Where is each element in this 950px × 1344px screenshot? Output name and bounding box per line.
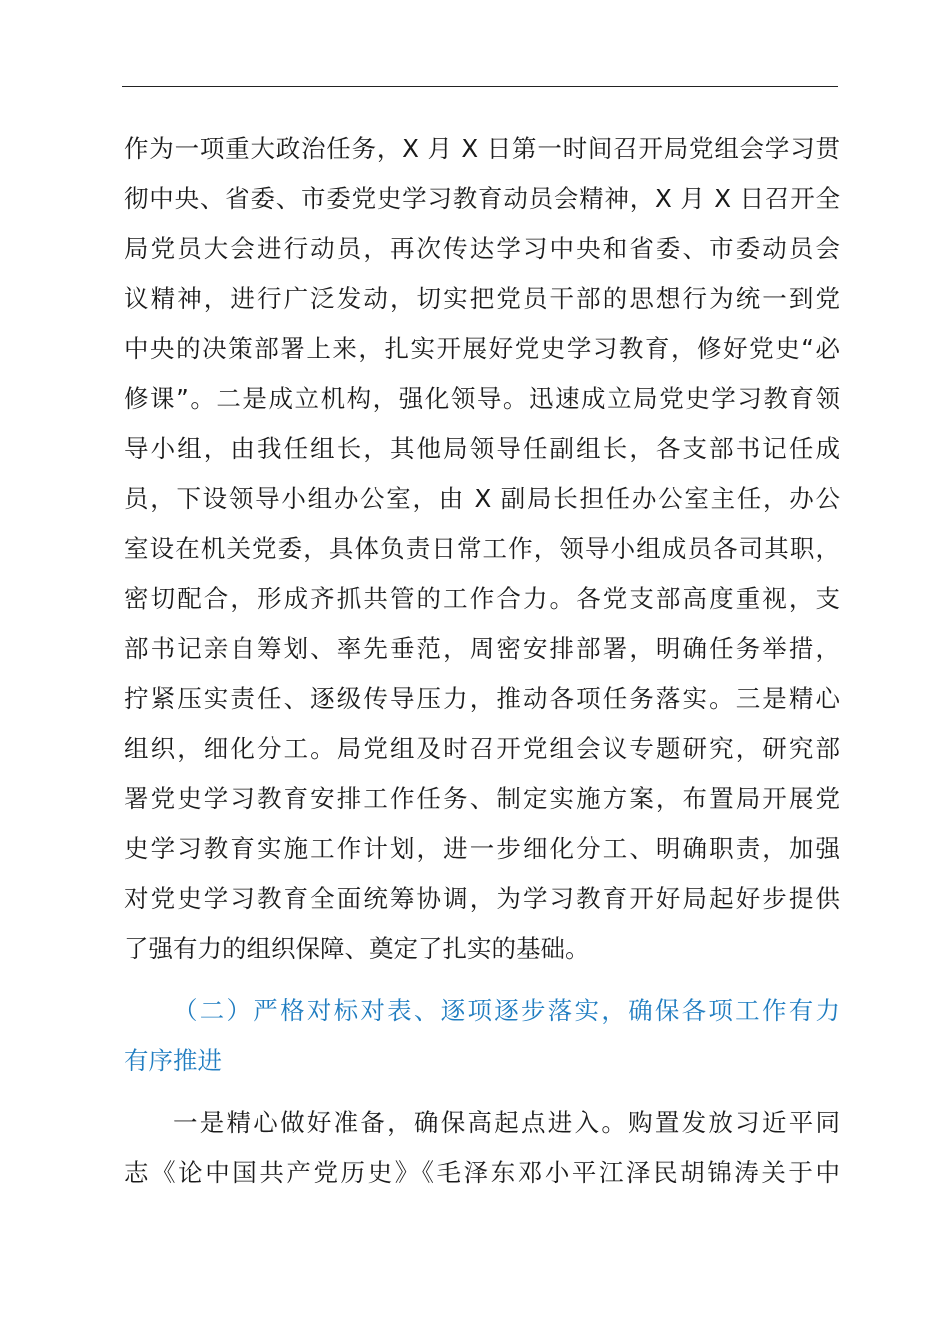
heading-line: 有序推进 xyxy=(124,1046,222,1075)
paragraph-line: 局党员大会进行动员，再次传达学习中央和省委、市委动员会 xyxy=(124,234,840,263)
document-body xyxy=(124,124,840,1198)
paragraph-line: 修课”。二是成立机构，强化领导。迅速成立局党史学习教育领 xyxy=(124,384,840,413)
paragraph-line: 史学习教育实施工作计划，进一步细化分工、明确职责，加强 xyxy=(124,834,840,863)
paragraph-line: 中央的决策部署上来，扎实开展好党史学习教育，修好党史“必 xyxy=(124,334,840,363)
paragraph-line: 署党史学习教育安排工作任务、制定实施方案，布置局开展党 xyxy=(124,784,840,813)
paragraph-line: 员，下设领导小组办公室，由 X 副局长担任办公室主任，办公 xyxy=(124,484,840,513)
paragraph-line: 了强有力的组织保障、奠定了扎实的基础。 xyxy=(124,934,590,963)
paragraph-line: 组织，细化分工。局党组及时召开党组会议专题研究，研究部 xyxy=(124,734,840,763)
paragraph-line: 彻中央、省委、市委党史学习教育动员会精神，X 月 X 日召开全 xyxy=(124,184,840,213)
paragraph-line: 志《论中国共产党历史》《毛泽东邓小平江泽民胡锦涛关于中 xyxy=(124,1158,840,1187)
paragraph-line: 拧紧压实责任、逐级传导压力，推动各项任务落实。三是精心 xyxy=(124,684,840,713)
heading-line: （二）严格对标对表、逐项逐步落实，确保各项工作有力 xyxy=(173,996,840,1025)
paragraph-1 xyxy=(124,124,840,974)
paragraph-line: 部书记亲自筹划、率先垂范，周密安排部署，明确任务举措， xyxy=(124,634,840,663)
header-rule xyxy=(122,86,838,87)
paragraph-line: 对党史学习教育全面统筹协调，为学习教育开好局起好步提供 xyxy=(124,884,840,913)
paragraph-line: 作为一项重大政治任务，X 月 X 日第一时间召开局党组会学习贯 xyxy=(124,134,840,163)
section-heading xyxy=(124,986,840,1086)
paragraph-line: 室设在机关党委，具体负责日常工作，领导小组成员各司其职， xyxy=(124,534,840,563)
paragraph-line: 密切配合，形成齐抓共管的工作合力。各党支部高度重视，支 xyxy=(124,584,840,613)
paragraph-line: 导小组，由我任组长，其他局领导任副组长，各支部书记任成 xyxy=(124,434,840,463)
paragraph-line: 一是精心做好准备，确保高起点进入。购置发放习近平同 xyxy=(173,1108,840,1137)
paragraph-2 xyxy=(124,1098,840,1198)
paragraph-line: 议精神，进行广泛发动，切实把党员干部的思想行为统一到党 xyxy=(124,284,840,313)
